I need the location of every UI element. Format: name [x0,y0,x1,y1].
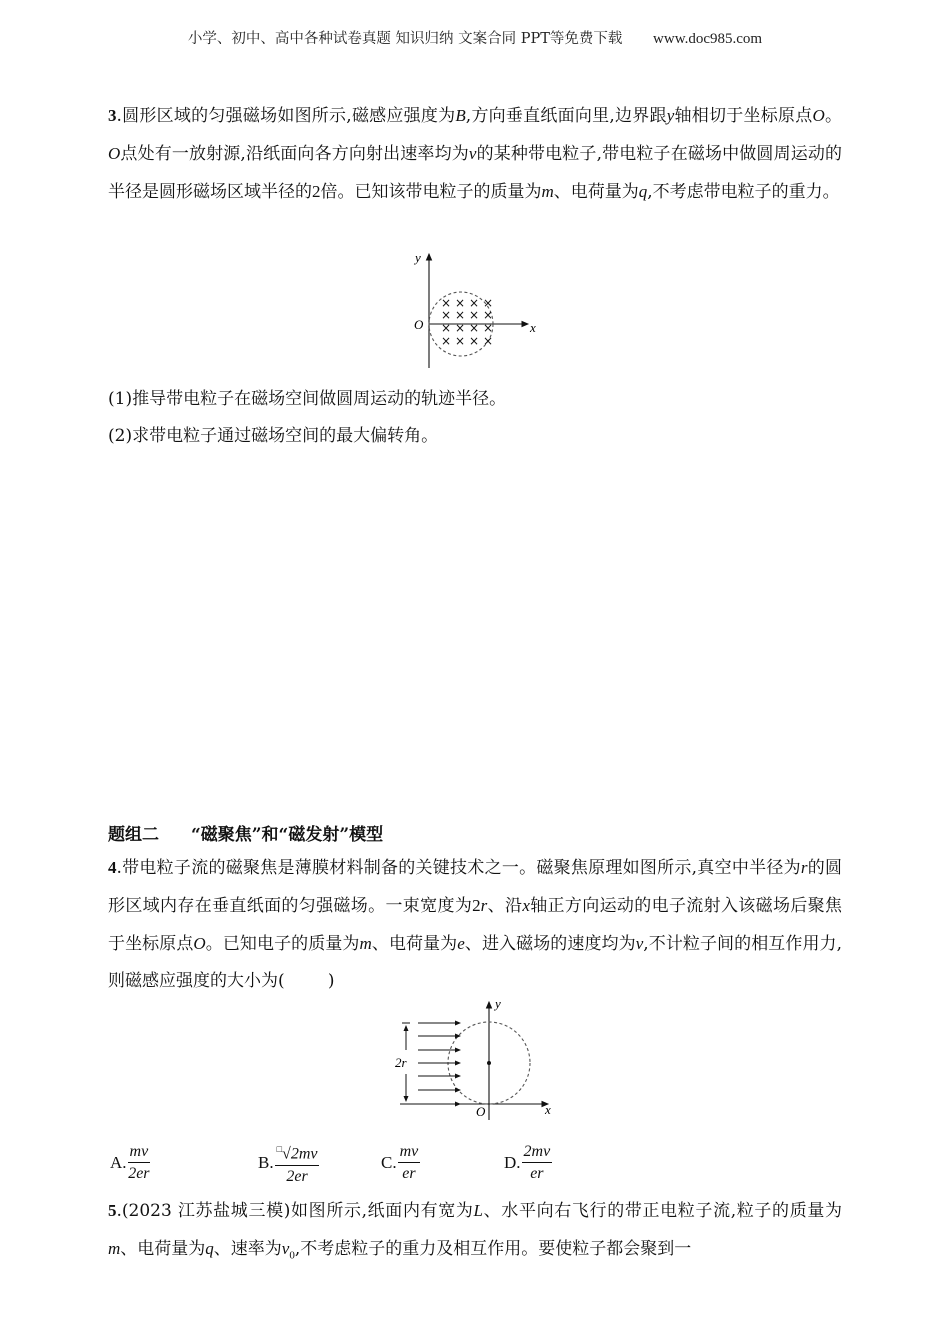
header-url[interactable]: www.doc985.com [653,31,763,47]
field-cross-mark: × [455,321,466,335]
q3-origin-label: O [414,317,424,332]
q4-stem: 4.带电粒子流的磁聚焦是薄膜材料制备的关键技术之一。磁聚焦原理如图所示,真空中半径为r的圆形区域内存在垂直纸面的匀强磁场。一束宽度为2r、沿x轴正方向运动的电子流射入该磁场后聚焦于坐标原点O。已知电子的质量为m、电荷量为e、进入磁场的速度均为v,不计粒子间的相互作用力,则磁感应强度的大小为( ) [108,858,843,991]
field-cross-mark: × [455,308,466,322]
option-c[interactable]: C. $\frac{mv}{er}$ [381,1143,419,1182]
field-cross-mark: × [441,296,452,310]
q4-x-label: x [545,1102,551,1117]
field-cross-mark: × [469,334,480,348]
q4-width-label: 2r [395,1055,407,1070]
page-header [0,27,950,48]
option-d-formula: $\frac{2mv}{er}$ [523,1143,551,1182]
q3-x-label: x [530,320,536,335]
option-b-formula: $\frac{^□√2mv}{2er}$ [275,1140,320,1185]
q4-number: 4 [108,858,117,877]
field-cross-mark: × [455,296,466,310]
field-cross-mark: × [469,308,480,322]
option-a-formula: $\frac{mv}{2er}$ [128,1143,150,1182]
header-text: 小学、初中、高中各种试卷真题 知识归纳 文案合同 PPT等免费下载 [187,31,623,47]
field-cross-mark: × [483,308,494,322]
option-c-formula: $\frac{mv}{er}$ [399,1143,419,1182]
q3-stem: 3.圆形区域的匀强磁场如图所示,磁感应强度为B,方向垂直纸面向里,边界跟y轴相切于坐标原点O。O点处有一放射源,沿纸面向各方向射出速率均为v的某种带电粒子,带电粒子在磁场中做圆周运动的半径是圆形磁场区域半径的2倍。已知该带电粒子的质量为m、电荷量为q,不考虑带电粒子的重力。 [108,106,843,202]
q3-field-marks [441,296,493,348]
question-5 [108,1192,842,1274]
field-cross-mark: × [469,321,480,335]
q4-origin-label: O [476,1104,486,1119]
section-heading [108,820,383,845]
q4-center-dot [487,1061,491,1065]
q3-number: 3 [108,106,117,125]
q5-number: 5 [108,1201,117,1220]
q3-subquestions [108,381,842,455]
question-4 [108,849,842,1000]
q4-options [110,1140,610,1186]
option-d[interactable]: D. $\frac{2mv}{er}$ [504,1143,551,1182]
field-cross-mark: × [455,334,466,348]
section-title: “磁聚焦”和“磁发射”模型 [191,825,384,845]
section-label: 题组二 [108,825,159,845]
q4-electron-beams [418,1023,460,1104]
q5-source: .(2023 江苏盐城三模) [116,1201,291,1221]
field-cross-mark: × [483,321,494,335]
question-3 [108,97,842,211]
field-cross-mark: × [469,296,480,310]
field-cross-mark: × [441,321,452,335]
field-cross-mark: × [483,296,494,310]
option-a[interactable]: A. $\frac{mv}{2er}$ [110,1143,150,1182]
q5-stem: 5.(2023 江苏盐城三模)如图所示,纸面内有宽为L、水平向右飞行的带正电粒子流,粒子的质量为m、电荷量为q、速率为$v_0$,不考虑粒子的重力及相互作用。要使粒子都会聚到一 [108,1201,843,1262]
q4-y-label: y [495,996,501,1011]
q3-sub-2: (2)求带电粒子通过磁场空间的最大偏转角。 [108,426,439,446]
q3-y-label: y [415,250,421,265]
option-b[interactable]: B. $\frac{^□√2mv}{2er}$ [258,1140,319,1186]
field-cross-mark: × [441,308,452,322]
q4-figure [388,996,558,1124]
field-cross-mark: × [483,334,494,348]
q3-figure [404,246,544,372]
field-cross-mark: × [441,334,452,348]
q3-sub-1: (1)推导带电粒子在磁场空间做圆周运动的轨迹半径。 [108,389,507,409]
